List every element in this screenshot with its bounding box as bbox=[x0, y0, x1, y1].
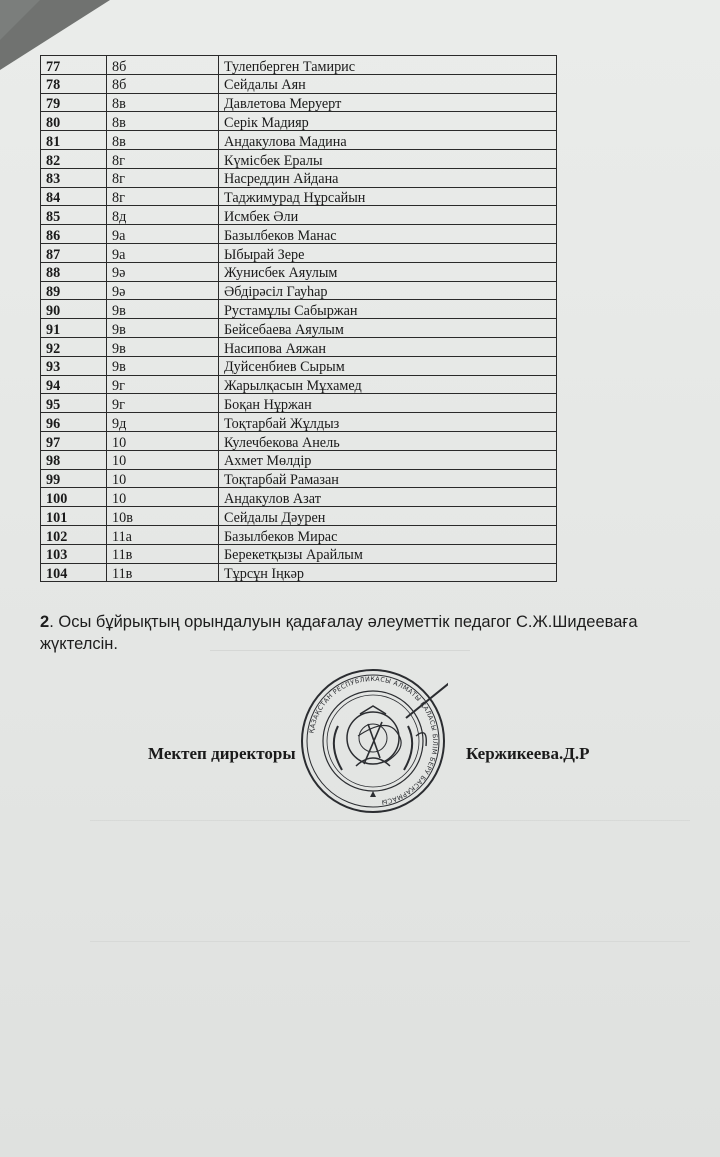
student-name-cell: Андакулов Азат bbox=[219, 488, 557, 507]
row-number: 102 bbox=[41, 525, 107, 544]
director-role-label: Мектеп директоры bbox=[148, 744, 296, 763]
student-name-cell: Давлетова Меруерт bbox=[219, 93, 557, 112]
table-row bbox=[41, 544, 557, 563]
order-item-text: . Осы бұйрықтың орындалуын қадағалау әлеуметтік педагог С.Ж.Шидееваға жүктелсін. bbox=[40, 613, 638, 653]
student-name-cell: Тұрсұн Іңкәр bbox=[219, 563, 557, 582]
row-number: 77 bbox=[41, 56, 107, 75]
table-row bbox=[41, 300, 557, 319]
student-name-cell: Сейдалы Аян bbox=[219, 74, 557, 93]
row-number: 79 bbox=[41, 93, 107, 112]
student-name-cell: Насипова Аяжан bbox=[219, 337, 557, 356]
student-name-cell: Күмісбек Ералы bbox=[219, 149, 557, 168]
table-row bbox=[41, 225, 557, 244]
student-name-cell: Таджимурад Нұрсайын bbox=[219, 187, 557, 206]
student-name-cell: Андакулова Мадина bbox=[219, 131, 557, 150]
table-row bbox=[41, 488, 557, 507]
table-row bbox=[41, 431, 557, 450]
student-name-cell: Базылбеков Мирас bbox=[219, 525, 557, 544]
row-number: 82 bbox=[41, 149, 107, 168]
table-row bbox=[41, 394, 557, 413]
student-name-cell: Бейсебаева Аяулым bbox=[219, 319, 557, 338]
row-number: 104 bbox=[41, 563, 107, 582]
student-name-cell: Серік Мадияр bbox=[219, 112, 557, 131]
roster-table-body bbox=[41, 56, 557, 582]
class-cell: 8б bbox=[107, 56, 219, 75]
student-name-cell: Исмбек Әли bbox=[219, 206, 557, 225]
class-cell: 11в bbox=[107, 544, 219, 563]
table-row bbox=[41, 74, 557, 93]
student-roster-table bbox=[40, 55, 557, 582]
student-name-cell: Тоқтарбай Жұлдыз bbox=[219, 413, 557, 432]
table-row bbox=[41, 149, 557, 168]
class-cell: 8г bbox=[107, 149, 219, 168]
table-row bbox=[41, 56, 557, 75]
table-row bbox=[41, 319, 557, 338]
class-cell: 10в bbox=[107, 507, 219, 526]
class-cell: 8г bbox=[107, 168, 219, 187]
class-cell: 9ә bbox=[107, 262, 219, 281]
class-cell: 10 bbox=[107, 488, 219, 507]
row-number: 86 bbox=[41, 225, 107, 244]
class-cell: 8в bbox=[107, 93, 219, 112]
order-paragraph bbox=[40, 611, 680, 655]
student-name-cell: Ыбырай Зере bbox=[219, 243, 557, 262]
row-number: 96 bbox=[41, 413, 107, 432]
student-name-cell: Сейдалы Дәурен bbox=[219, 507, 557, 526]
row-number: 98 bbox=[41, 450, 107, 469]
class-cell: 11в bbox=[107, 563, 219, 582]
class-cell: 8г bbox=[107, 187, 219, 206]
table-row bbox=[41, 93, 557, 112]
row-number: 93 bbox=[41, 356, 107, 375]
row-number: 101 bbox=[41, 507, 107, 526]
table-row bbox=[41, 413, 557, 432]
student-name-cell: Тоқтарбай Рамазан bbox=[219, 469, 557, 488]
class-cell: 9а bbox=[107, 225, 219, 244]
order-item-number: 2 bbox=[40, 613, 50, 631]
table-row bbox=[41, 206, 557, 225]
class-cell: 10 bbox=[107, 431, 219, 450]
row-number: 85 bbox=[41, 206, 107, 225]
folded-corner-shadow-inner bbox=[0, 0, 40, 40]
class-cell: 8б bbox=[107, 74, 219, 93]
row-number: 90 bbox=[41, 300, 107, 319]
seal-ring-text: ҚАЗАҚСТАН РЕСПУБЛИКАСЫ АЛМАТЫ ҚАЛАСЫ БІЛІМ БЕРУ БАСҚАРМАСЫ bbox=[307, 674, 440, 807]
class-cell: 10 bbox=[107, 469, 219, 488]
director-name: Кержикеева.Д.Р bbox=[466, 744, 590, 763]
table-row bbox=[41, 507, 557, 526]
table-row bbox=[41, 356, 557, 375]
table-row bbox=[41, 168, 557, 187]
class-cell: 9в bbox=[107, 337, 219, 356]
row-number: 83 bbox=[41, 168, 107, 187]
student-name-cell: Жарылқасын Мұхамед bbox=[219, 375, 557, 394]
row-number: 78 bbox=[41, 74, 107, 93]
student-name-cell: Насреддин Айдана bbox=[219, 168, 557, 187]
table-row bbox=[41, 131, 557, 150]
table-row bbox=[41, 337, 557, 356]
row-number: 99 bbox=[41, 469, 107, 488]
row-number: 89 bbox=[41, 281, 107, 300]
table-row bbox=[41, 469, 557, 488]
row-number: 94 bbox=[41, 375, 107, 394]
table-row bbox=[41, 243, 557, 262]
class-cell: 8в bbox=[107, 112, 219, 131]
class-cell: 9а bbox=[107, 243, 219, 262]
row-number: 97 bbox=[41, 431, 107, 450]
table-row bbox=[41, 262, 557, 281]
student-name-cell: Жунисбек Аяулым bbox=[219, 262, 557, 281]
student-name-cell: Тулепберген Тамирис bbox=[219, 56, 557, 75]
table-row bbox=[41, 450, 557, 469]
row-number: 87 bbox=[41, 243, 107, 262]
class-cell: 8д bbox=[107, 206, 219, 225]
row-number: 103 bbox=[41, 544, 107, 563]
class-cell: 8в bbox=[107, 131, 219, 150]
class-cell: 10 bbox=[107, 450, 219, 469]
row-number: 81 bbox=[41, 131, 107, 150]
row-number: 91 bbox=[41, 319, 107, 338]
student-name-cell: Рустамұлы Сабыржан bbox=[219, 300, 557, 319]
row-number: 95 bbox=[41, 394, 107, 413]
class-cell: 9г bbox=[107, 394, 219, 413]
student-name-cell: Базылбеков Манас bbox=[219, 225, 557, 244]
table-row bbox=[41, 281, 557, 300]
table-row bbox=[41, 375, 557, 394]
student-name-cell: Кулечбекова Анель bbox=[219, 431, 557, 450]
table-row bbox=[41, 563, 557, 582]
student-name-cell: Әбдірәсіл Гауһар bbox=[219, 281, 557, 300]
class-cell: 9д bbox=[107, 413, 219, 432]
student-name-cell: Дуйсенбиев Сырым bbox=[219, 356, 557, 375]
table-row bbox=[41, 525, 557, 544]
bleed-through-mark bbox=[210, 650, 470, 711]
class-cell: 9ә bbox=[107, 281, 219, 300]
student-name-cell: Берекетқызы Арайлым bbox=[219, 544, 557, 563]
row-number: 100 bbox=[41, 488, 107, 507]
class-cell: 9в bbox=[107, 300, 219, 319]
student-name-cell: Ахмет Мөлдір bbox=[219, 450, 557, 469]
row-number: 84 bbox=[41, 187, 107, 206]
row-number: 92 bbox=[41, 337, 107, 356]
table-row bbox=[41, 187, 557, 206]
table-row bbox=[41, 112, 557, 131]
class-cell: 9в bbox=[107, 356, 219, 375]
class-cell: 9г bbox=[107, 375, 219, 394]
row-number: 80 bbox=[41, 112, 107, 131]
class-cell: 9в bbox=[107, 319, 219, 338]
student-name-cell: Боқан Нұржан bbox=[219, 394, 557, 413]
bleed-through-mark bbox=[90, 820, 690, 942]
row-number: 88 bbox=[41, 262, 107, 281]
class-cell: 11а bbox=[107, 525, 219, 544]
